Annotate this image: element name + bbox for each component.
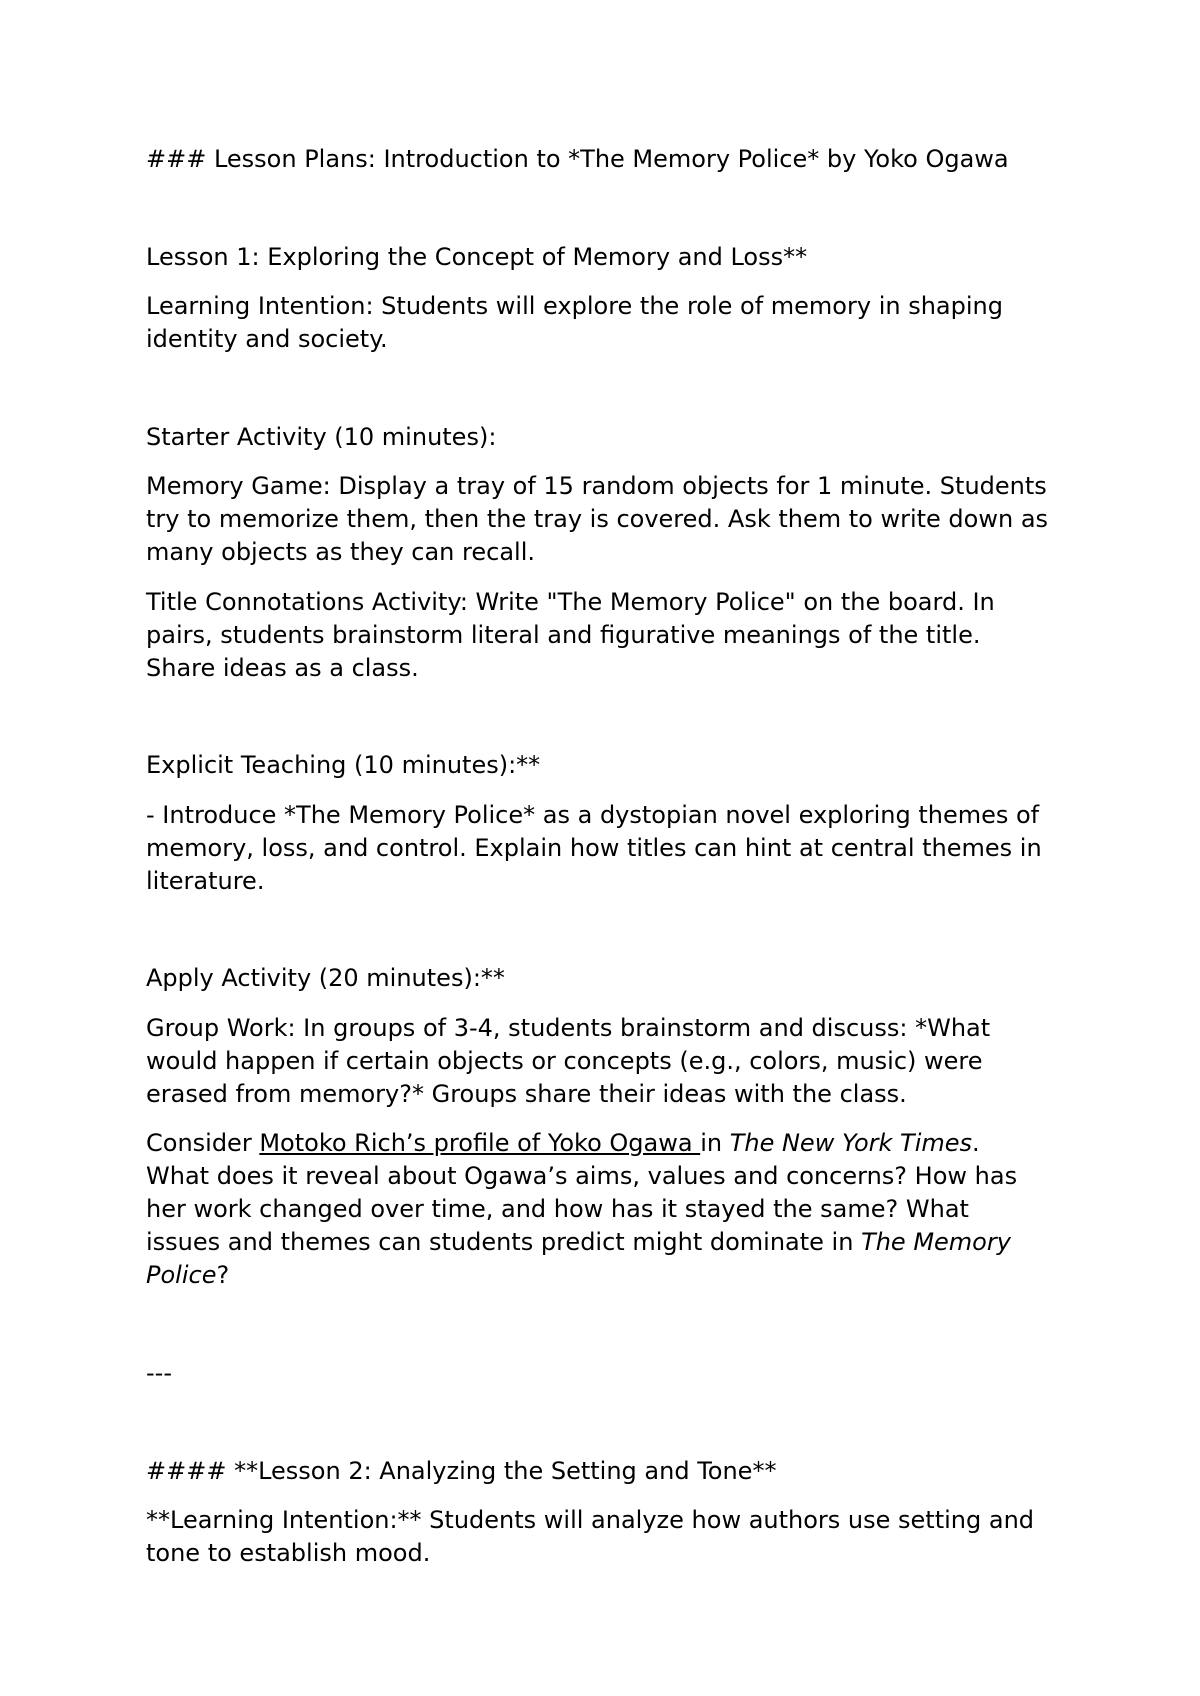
section-separator: ---	[146, 1359, 172, 1387]
title-connotations-line-2: pairs, students brainstorm literal and figurative meanings of the title.	[146, 621, 981, 649]
title-connotations-line-1: Title Connotations Activity: Write "The Memory Police" on the board. In	[146, 588, 995, 616]
lesson1-learning-intention-line-1: Learning Intention: Students will explore the role of memory in shaping	[146, 292, 1003, 320]
consider-line-3: her work changed over time, and how has it stayed the same? What	[146, 1195, 969, 1223]
explicit-teaching-line-3: literature.	[146, 867, 265, 895]
consider-line-1	[146, 1127, 1076, 1160]
consider-suffix: .	[972, 1129, 980, 1157]
explicit-teaching-line-1: - Introduce *The Memory Police* as a dystopian novel exploring themes of	[146, 801, 1040, 829]
explicit-teaching-line-2: memory, loss, and control. Explain how titles can hint at central themes in	[146, 834, 1042, 862]
document-title: ### Lesson Plans: Introduction to *The Memory Police* by Yoko Ogawa	[146, 145, 1009, 173]
lesson2-learning-intention-line-1: **Learning Intention:** Students will analyze how authors use setting and	[146, 1506, 1035, 1534]
title-connotations-line-3: Share ideas as a class.	[146, 654, 419, 682]
lesson1-heading: Lesson 1: Exploring the Concept of Memory and Loss**	[146, 243, 808, 271]
group-work-line-3: erased from memory?* Groups share their ideas with the class.	[146, 1080, 907, 1108]
consider-line-5-suffix: ?	[216, 1261, 230, 1289]
book-title-part-1: The Memory	[861, 1228, 1011, 1256]
consider-line-4-text: issues and themes can students predict might dominate in	[146, 1228, 862, 1256]
nyt-profile-link[interactable]: Motoko Rich’s profile of Yoko Ogawa	[259, 1129, 701, 1157]
apply-activity-heading: Apply Activity (20 minutes):**	[146, 964, 505, 992]
publication-name: The New York Times	[729, 1129, 973, 1157]
group-work-line-2: would happen if certain objects or concepts (e.g., colors, music) were	[146, 1047, 983, 1075]
lesson2-learning-intention-line-2: tone to establish mood.	[146, 1539, 431, 1567]
lesson1-learning-intention-line-2: identity and society.	[146, 325, 388, 353]
lesson2-heading: #### **Lesson 2: Analyzing the Setting and Tone**	[146, 1457, 777, 1485]
consider-line-2: What does it reveal about Ogawa’s aims, values and concerns? How has	[146, 1162, 1018, 1190]
explicit-teaching-heading: Explicit Teaching (10 minutes):**	[146, 751, 541, 779]
memory-game-line-1: Memory Game: Display a tray of 15 random objects for 1 minute. Students	[146, 472, 1047, 500]
memory-game-line-2: try to memorize them, then the tray is covered. Ask them to write down as	[146, 505, 1049, 533]
memory-game-line-3: many objects as they can recall.	[146, 538, 535, 566]
starter-activity-heading: Starter Activity (10 minutes):	[146, 423, 497, 451]
book-title-part-2: Police	[146, 1261, 217, 1289]
group-work-line-1: Group Work: In groups of 3-4, students brainstorm and discuss: *What	[146, 1014, 991, 1042]
consider-prefix: Consider	[146, 1129, 260, 1157]
consider-line-5	[146, 1259, 1076, 1292]
consider-line-4	[146, 1226, 1076, 1259]
consider-middle: in	[700, 1129, 730, 1157]
